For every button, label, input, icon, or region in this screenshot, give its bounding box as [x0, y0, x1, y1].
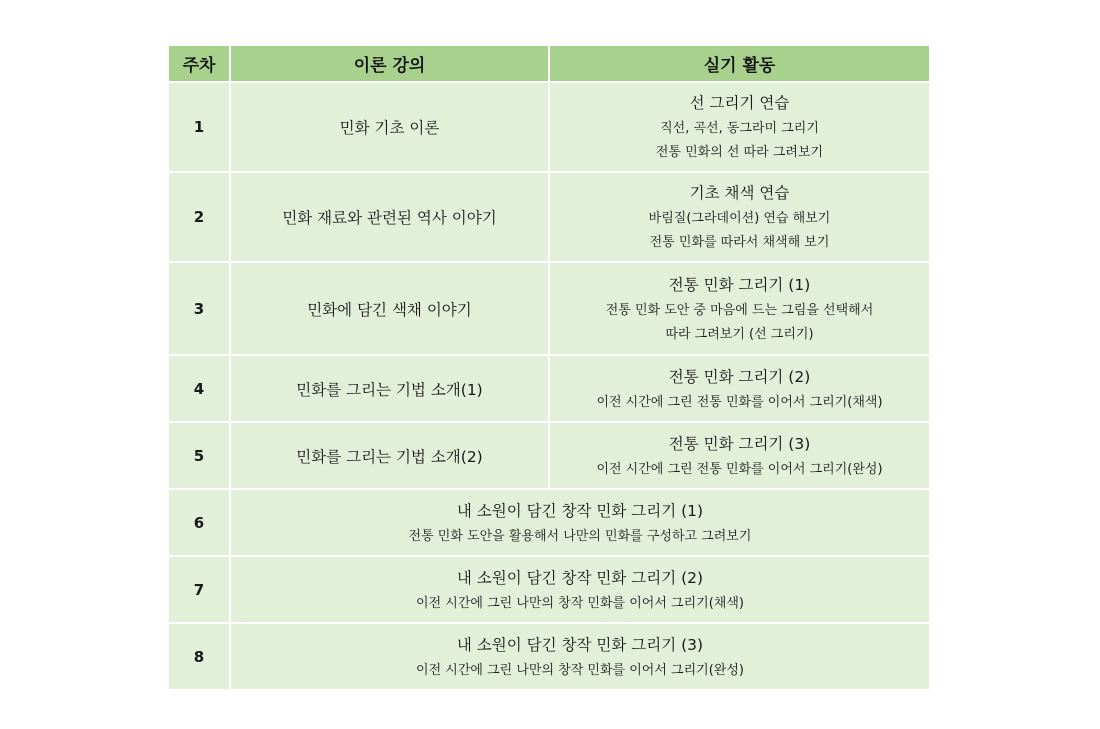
- practice-detail: 이전 시간에 그린 나만의 창작 민화를 이어서 그리기(완성): [416, 662, 744, 678]
- practice-detail: 전통 민화를 따라서 채색해 보기: [649, 235, 830, 250]
- practice-title: 전통 민화 그리기 (1): [668, 275, 811, 294]
- practice-detail: 따라 그려보기 (선 그리기): [665, 326, 814, 342]
- merged-activity-cell: [230, 623, 930, 690]
- week-number: 7: [168, 556, 230, 623]
- practice-title: 내 소원이 담긴 창작 민화 그리기 (3): [456, 635, 704, 654]
- week-number: 3: [168, 262, 230, 355]
- practice-title: 기초 채색 연습: [689, 184, 790, 202]
- practice-title: 선 그리기 연습: [689, 94, 790, 112]
- table-row: [168, 82, 930, 172]
- practice-detail: 이전 시간에 그린 전통 민화를 이어서 그리기(완성): [596, 461, 883, 477]
- theory-cell: [230, 82, 549, 172]
- table-row: [168, 556, 930, 623]
- theory-text: 민화를 그리는 기법 소개(1): [296, 380, 483, 399]
- theory-cell: [230, 172, 549, 262]
- week-number: 4: [168, 355, 230, 422]
- theory-text: 민화에 담긴 색채 이야기: [307, 300, 472, 319]
- table-row: [168, 172, 930, 262]
- week-number: 5: [168, 422, 230, 489]
- week-number: 1: [168, 82, 230, 172]
- practice-cell: [549, 262, 930, 355]
- practice-cell: [549, 82, 930, 172]
- table-row: [168, 623, 930, 690]
- header-theory: 이론 강의: [230, 45, 549, 82]
- theory-text: 민화 재료와 관련된 역사 이야기: [282, 209, 497, 227]
- theory-cell: [230, 355, 549, 422]
- merged-activity-cell: [230, 556, 930, 623]
- theory-text: 민화 기초 이론: [339, 119, 440, 137]
- practice-title: 내 소원이 담긴 창작 민화 그리기 (1): [456, 501, 704, 520]
- practice-detail: 이전 시간에 그린 나만의 창작 민화를 이어서 그리기(채색): [416, 595, 744, 611]
- table-header-row: [168, 45, 930, 82]
- practice-title: 전통 민화 그리기 (2): [668, 367, 811, 386]
- practice-detail: 전통 민화 도안 중 마음에 드는 그림을 선택해서: [605, 302, 874, 318]
- theory-cell: [230, 262, 549, 355]
- practice-cell: [549, 355, 930, 422]
- week-number: 6: [168, 489, 230, 556]
- week-number: 8: [168, 623, 230, 690]
- week-number: 2: [168, 172, 230, 262]
- theory-text: 민화를 그리는 기법 소개(2): [296, 447, 483, 466]
- practice-detail: 바림질(그라데이션) 연습 해보기: [648, 211, 831, 226]
- practice-detail: 이전 시간에 그린 전통 민화를 이어서 그리기(채색): [596, 394, 883, 410]
- practice-cell: [549, 422, 930, 489]
- header-week: 주차: [168, 45, 230, 82]
- merged-activity-cell: [230, 489, 930, 556]
- practice-title: 내 소원이 담긴 창작 민화 그리기 (2): [456, 568, 704, 587]
- practice-title: 전통 민화 그리기 (3): [668, 434, 811, 453]
- practice-detail: 전통 민화 도안을 활용해서 나만의 민화를 구성하고 그려보기: [408, 528, 752, 544]
- header-practice: 실기 활동: [549, 45, 930, 82]
- practice-detail: 직선, 곡선, 동그라미 그리기: [660, 121, 819, 136]
- course-schedule-table: [167, 44, 931, 691]
- table-row: [168, 355, 930, 422]
- practice-cell: [549, 172, 930, 262]
- table-row: [168, 422, 930, 489]
- table-row: [168, 489, 930, 556]
- table-row: [168, 262, 930, 355]
- practice-detail: 전통 민화의 선 따라 그려보기: [655, 145, 824, 160]
- theory-cell: [230, 422, 549, 489]
